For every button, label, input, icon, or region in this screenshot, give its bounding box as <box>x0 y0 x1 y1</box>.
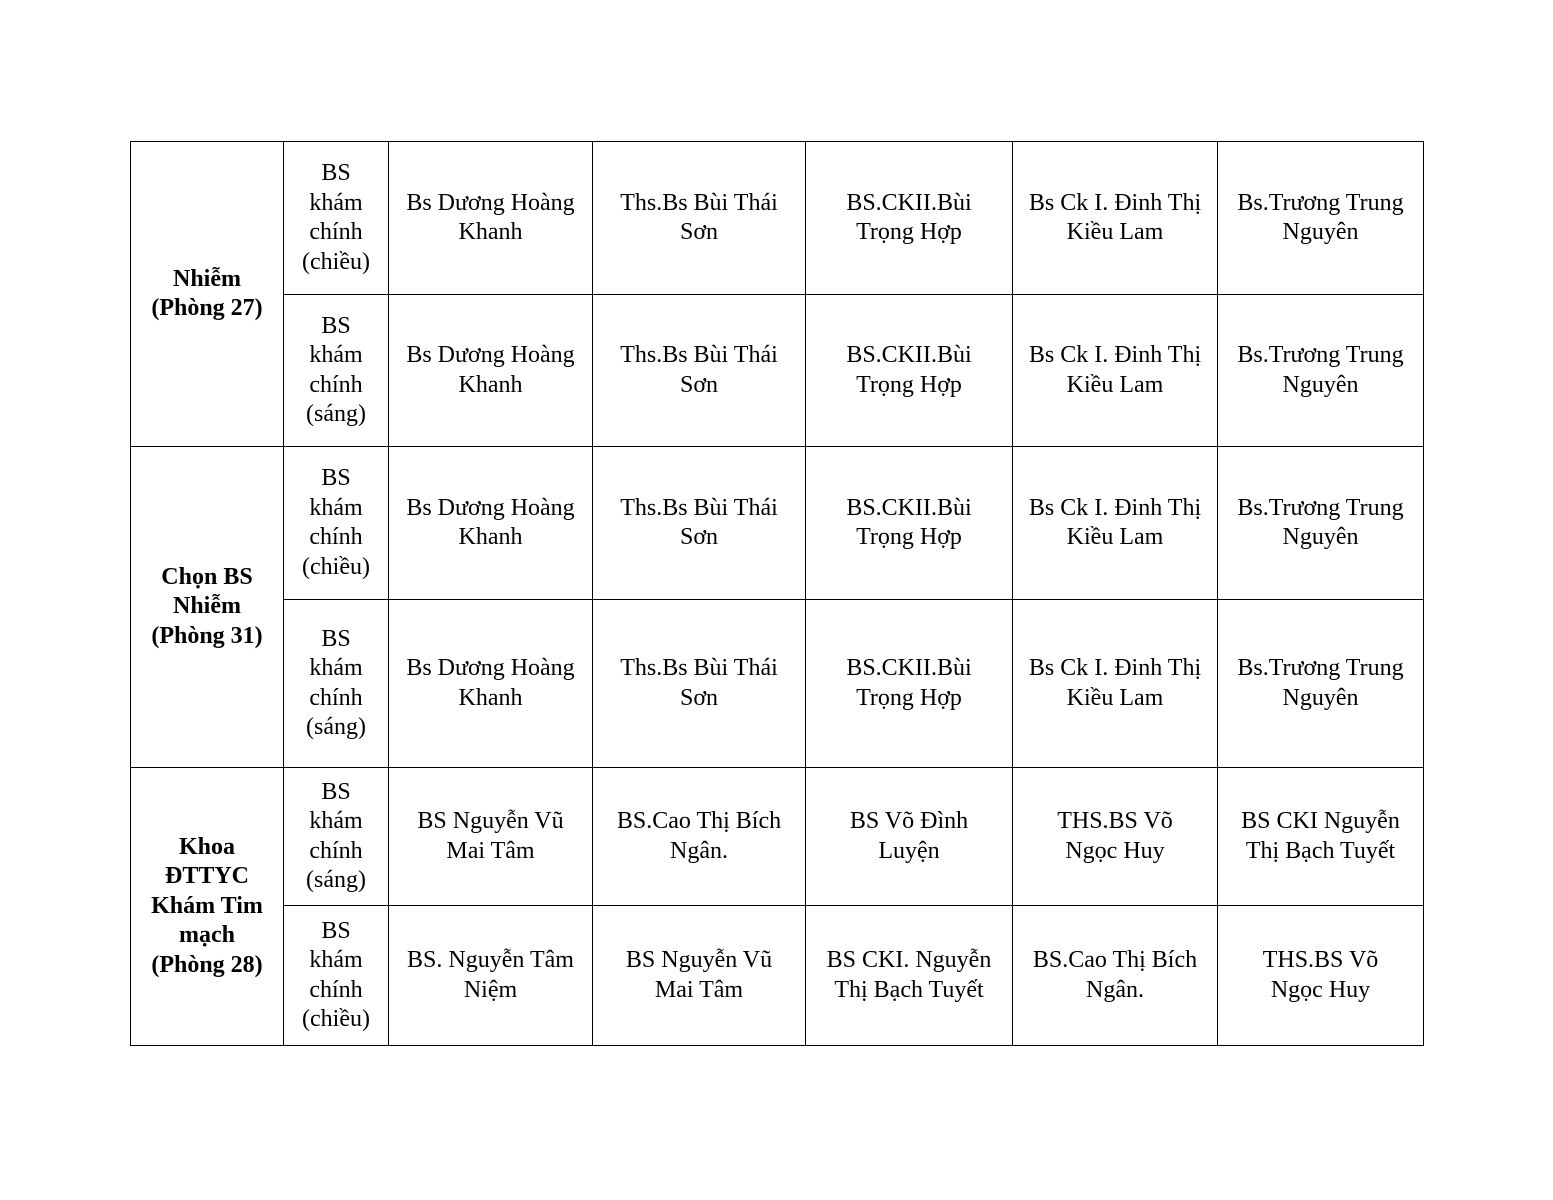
doctor-cell: BS. Nguyễn Tâm Niệm <box>389 906 593 1046</box>
doctor-cell: Bs.Trương Trung Nguyên <box>1218 142 1424 295</box>
role-cell: BS khám chính (chiều) <box>284 906 389 1046</box>
role-cell: BS khám chính (sáng) <box>284 295 389 447</box>
doctor-cell: BS.CKII.Bùi Trọng Hợp <box>806 295 1013 447</box>
role-cell: BS khám chính (chiều) <box>284 142 389 295</box>
doctor-cell: BS.Cao Thị Bích Ngân. <box>1013 906 1218 1046</box>
doctor-cell: Bs Ck I. Đinh Thị Kiều Lam <box>1013 142 1218 295</box>
doctor-cell: Ths.Bs Bùi Thái Sơn <box>593 600 806 768</box>
doctor-cell: Bs Ck I. Đinh Thị Kiều Lam <box>1013 295 1218 447</box>
doctor-cell: BS.CKII.Bùi Trọng Hợp <box>806 447 1013 600</box>
doctor-cell: BS.CKII.Bùi Trọng Hợp <box>806 142 1013 295</box>
doctor-cell: BS Nguyễn Vũ Mai Tâm <box>593 906 806 1046</box>
doctor-cell: Bs.Trương Trung Nguyên <box>1218 600 1424 768</box>
doctor-schedule-table <box>130 141 1424 1046</box>
doctor-cell: BS CKI Nguyễn Thị Bạch Tuyết <box>1218 768 1424 906</box>
role-cell: BS khám chính (sáng) <box>284 768 389 906</box>
doctor-cell: THS.BS Võ Ngọc Huy <box>1013 768 1218 906</box>
role-cell: BS khám chính (chiều) <box>284 447 389 600</box>
doctor-cell: Ths.Bs Bùi Thái Sơn <box>593 295 806 447</box>
doctor-cell: THS.BS Võ Ngọc Huy <box>1218 906 1424 1046</box>
table-row <box>131 142 1424 295</box>
doctor-cell: Bs Ck I. Đinh Thị Kiều Lam <box>1013 600 1218 768</box>
role-cell: BS khám chính (sáng) <box>284 600 389 768</box>
doctor-cell: BS CKI. Nguyễn Thị Bạch Tuyết <box>806 906 1013 1046</box>
doctor-cell: Bs Dương Hoàng Khanh <box>389 600 593 768</box>
table-row <box>131 295 1424 447</box>
table-row <box>131 906 1424 1046</box>
doctor-cell: Bs Dương Hoàng Khanh <box>389 295 593 447</box>
department-cell: Khoa ĐTTYC Khám Tim mạch (Phòng 28) <box>131 768 284 1046</box>
doctor-cell: Ths.Bs Bùi Thái Sơn <box>593 447 806 600</box>
doctor-cell: Ths.Bs Bùi Thái Sơn <box>593 142 806 295</box>
table-row <box>131 447 1424 600</box>
table-row <box>131 600 1424 768</box>
doctor-cell: Bs Ck I. Đinh Thị Kiều Lam <box>1013 447 1218 600</box>
doctor-cell: BS.Cao Thị Bích Ngân. <box>593 768 806 906</box>
doctor-cell: BS Võ Đình Luyện <box>806 768 1013 906</box>
doctor-cell: BS Nguyễn Vũ Mai Tâm <box>389 768 593 906</box>
department-cell: Nhiễm (Phòng 27) <box>131 142 284 447</box>
doctor-cell: BS.CKII.Bùi Trọng Hợp <box>806 600 1013 768</box>
department-cell: Chọn BS Nhiễm (Phòng 31) <box>131 447 284 768</box>
doctor-cell: Bs Dương Hoàng Khanh <box>389 142 593 295</box>
table-row <box>131 768 1424 906</box>
doctor-cell: Bs.Trương Trung Nguyên <box>1218 295 1424 447</box>
doctor-cell: Bs.Trương Trung Nguyên <box>1218 447 1424 600</box>
doctor-cell: Bs Dương Hoàng Khanh <box>389 447 593 600</box>
